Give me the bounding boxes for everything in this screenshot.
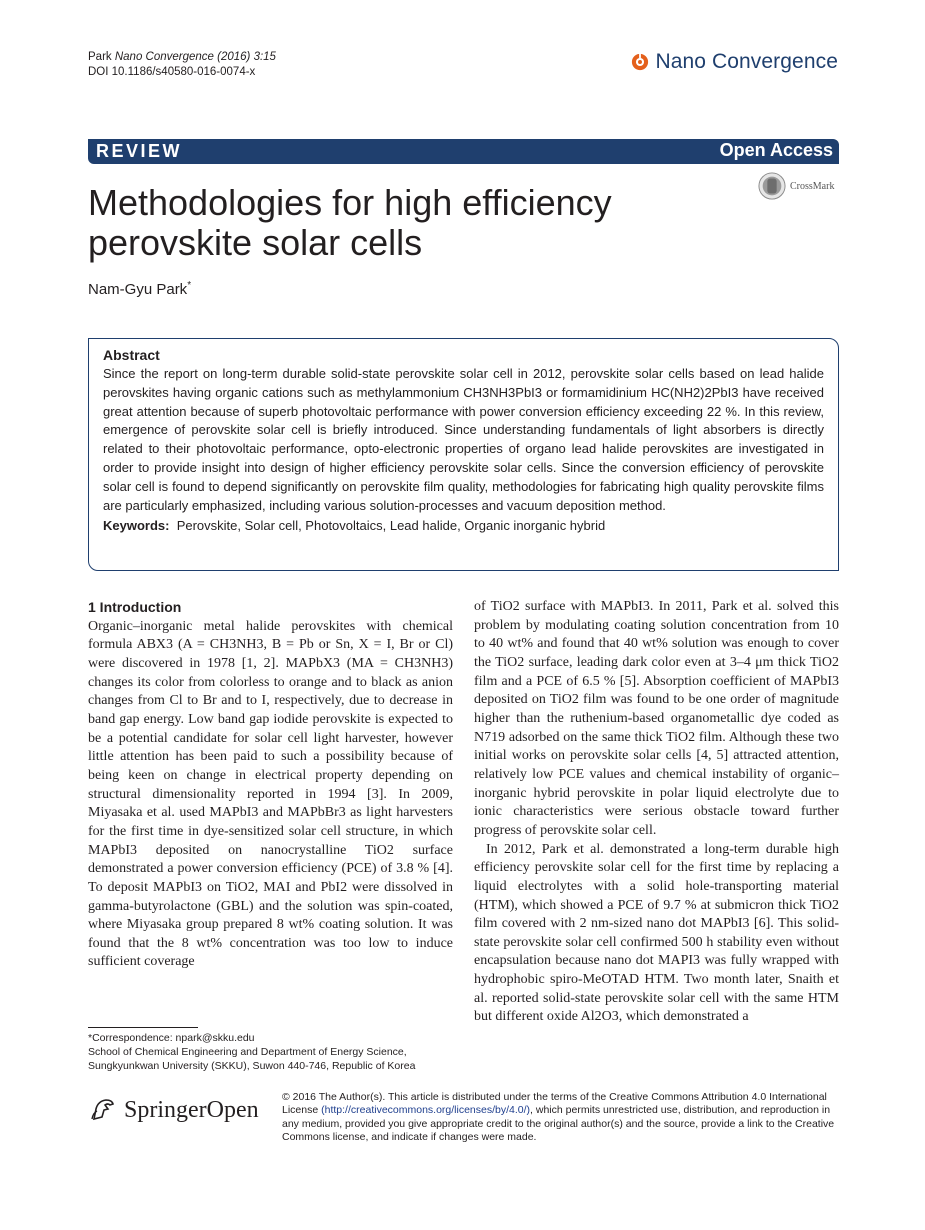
publisher-name: Springer xyxy=(124,1096,207,1123)
abstract-heading: Abstract xyxy=(103,347,160,363)
keywords-list: Perovskite, Solar cell, Photovoltaics, Lead halide, Organic inorganic hybrid xyxy=(176,518,606,534)
open-access-label: Open Access xyxy=(719,140,833,160)
citation-volume: (2016) 3:15 xyxy=(213,51,276,63)
abstract-text: Since the report on long-term durable solid-state perovskite solar cell in 2012, perovskite solar cells based on lead halide perovskites having organic cations such as methylammonium CH3NH3PbI3 or formamidinium HC(NH2)2PbI3 have received great attention because of superb photovoltaic performance with power conversion efficiency exceeding 22 %. In this review, emergence of perovskite solar cell is briefly introduced. Since understanding fundamentals of light absorbers is directly related to their photovoltaic performance, opto-electronic properties of organo lead halide perovskites are investigated in order to provide insight into design of higher efficiency perovskite solar cells. Since the conversion efficiency of perovskite solar cell is found to depend significantly on perovskite film quality, methodologies for fabricating high quality perovskite films are particularly emphasized, including various solution-processes and vacuum deposition method. xyxy=(103,366,824,513)
brand-name: Nano Convergence xyxy=(655,50,838,73)
keywords xyxy=(103,518,824,533)
article-type-label: REVIEW xyxy=(96,141,183,161)
citation-journal: Nano Convergence xyxy=(114,51,214,63)
affiliation-line-1: School of Chemical Engineering and Department of Energy Science, xyxy=(88,1046,407,1058)
correspondence-footnote xyxy=(88,1031,453,1073)
crossmark-label: CrossMark xyxy=(790,180,835,192)
article-title: Methodologies for high efficiency perovskite solar cells xyxy=(88,182,612,263)
body-column-left xyxy=(88,598,453,972)
footnote-divider xyxy=(88,1027,198,1028)
doi: DOI 10.1186/s40580-016-0074-x xyxy=(88,66,256,78)
license-text-2: , which permits unrestricted use, distribution, and reproduction in any medium, provided you give appropriate credit to the original author(s) and the source, provide a link to the Creative Commons license, and indicate if changes were made. xyxy=(282,1104,835,1143)
crossmark-badge[interactable] xyxy=(758,172,834,200)
intro-paragraph-2: In 2012, Park et al. demonstrated a long-term durable high efficiency perovskite solar cell for the first time by replacing a liquid electrolytes with a solid hole-transporting material (HTM), which showed a PCE of 9.7 % at submicron thick TiO2 film covered with 2 nm-sized nano dot MAPbI3 [6]. This solid-state perovskite solar cell confirmed 500 h stability even without encapsulation because nano dot MAPI3 was fully wrapped with hydrophobic spiro-MeOTAD HTM. Two month later, Snaith et al. reported solid-state perovskite solar cell with the same HTM but different oxide Al2O3, which demonstrated a xyxy=(474,841,839,1025)
license-link[interactable]: (http://creativecommons.org/licenses/by/4.0/) xyxy=(321,1104,531,1117)
license-text-1: © 2016 The Author(s). This article is distributed under the terms of the Creative Commons Attribution 4.0 International License xyxy=(282,1091,827,1117)
intro-paragraph-1-continued: of TiO2 surface with MAPbI3. In 2011, Park et al. solved this problem by modulating coating solution concentration from 10 to 40 wt% and found that 40 wt% solution was enough to cover the TiO2 surface, leading dark color even at 3–4 μm thick TiO2 film and a PCE of 6.5 % [5]. Absorption coefficient of MAPbI3 deposited on TiO2 film was found to be one order of magnitude higher than the ruthenium-based organometallic dye coded as N719 adsorbed on the same thick TiO2 film. Although these two initial works on perovskite solar cells [4, 5] attracted attention, relatively low PCE values and chemical instability of organic–inorganic hybrid perovskite in polar liquid electrolyte due to ionic characteristics were serious obstacle toward further progress of perovskite solar cell. xyxy=(474,599,839,838)
section-heading: 1 Introduction xyxy=(88,599,182,615)
springer-open-logo[interactable] xyxy=(88,1095,259,1125)
correspondence-email[interactable]: *Correspondence: npark@skku.edu xyxy=(88,1032,255,1044)
citation-author: Park xyxy=(88,51,115,63)
body-column-right xyxy=(474,598,839,1027)
affiliation-line-2: Sungkyunkwan University (SKKU), Suwon 440-746, Republic of Korea xyxy=(88,1060,416,1072)
nano-convergence-logo-icon xyxy=(631,53,649,71)
springer-horse-icon xyxy=(88,1095,118,1125)
journal-citation xyxy=(88,50,276,80)
license-notice xyxy=(282,1091,840,1144)
publisher-open: Open xyxy=(206,1096,259,1123)
intro-paragraph-1: Organic–inorganic metal halide perovskites with chemical formula ABX3 (A = CH3NH3, B = Pb or Sn, X = I, Br or Cl) were discovered in 1978 [1, 2]. MAPbX3 (MA = CH3NH3) changes its color from colorless to orange and to black as anion changes from Cl to Br and to I, respectively, due to decrease in band gap energy. Low band gap iodide perovskite is expected to be a potential candidate for solar cell light harvester, however little attention has been paid to such a possibility because of being keen on change in electrical property depending on structural dimensionality reported in 1994 [3]. In 2009, Miyasaka et al. used MAPbI3 and MAPbBr3 as light harvesters for the first time in dye-sensitized solar cell structure, in which MAPbI3 deposited on nanocrystalline TiO2 surface demonstrated a power conversion efficiency (PCE) of 3.8 % [4]. To deposit MAPbI3 on TiO2, MAI and PbI2 were dissolved in gamma-butyrolactone (GBL) and the solution was spin-coated, where Miyasaka group prepared 8 wt% coating solution. It was found that the 8 wt% concentration was too low to induce sufficient coverage xyxy=(88,618,453,970)
keywords-label: Keywords: xyxy=(103,518,170,534)
author-name[interactable] xyxy=(88,280,191,298)
abstract-box xyxy=(88,338,839,571)
author-mark: * xyxy=(187,280,192,291)
journal-brand[interactable] xyxy=(631,50,838,74)
author-text: Nam-Gyu Park xyxy=(88,281,188,298)
crossmark-icon xyxy=(758,172,786,200)
